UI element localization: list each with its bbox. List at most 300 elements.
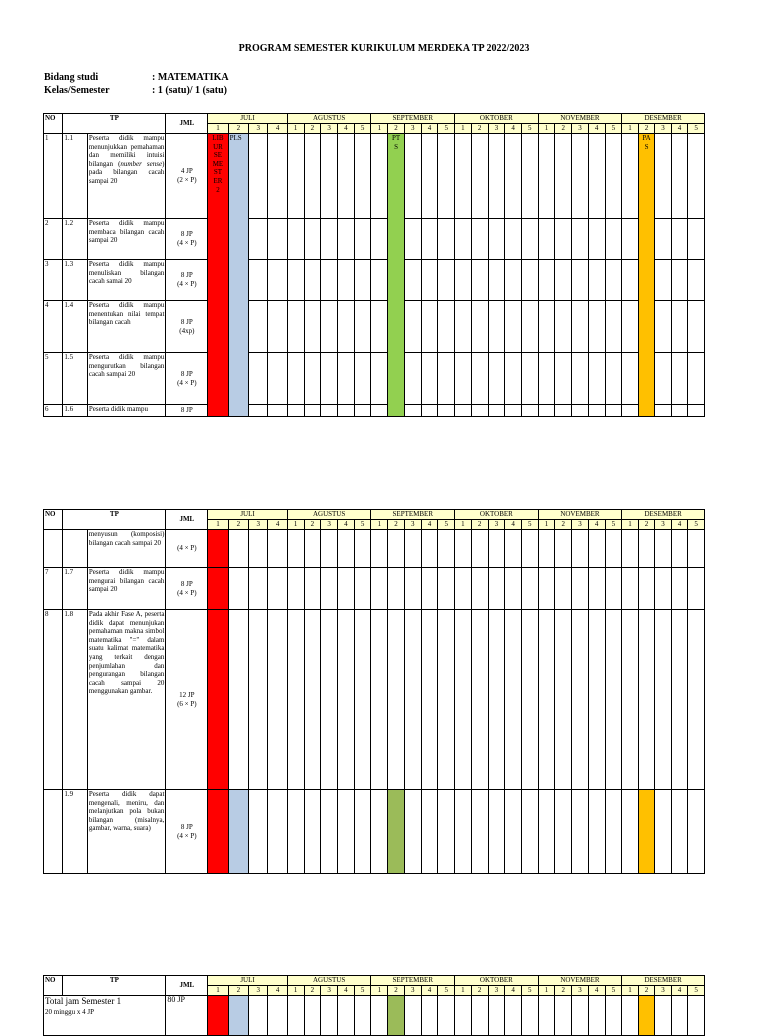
calendar-cell [471, 996, 488, 1036]
calendar-cell [572, 353, 589, 405]
tp-code: 1.3 [63, 260, 87, 301]
month-header: OKTOBER [455, 510, 539, 520]
week-header: 5 [521, 520, 538, 530]
week-header: 1 [538, 520, 555, 530]
week-header: 3 [488, 124, 505, 134]
meta-class-value: : 1 (satu)/ 1 (satu) [152, 85, 227, 96]
calendar-cell [228, 610, 248, 790]
calendar-cell [321, 530, 338, 568]
week-header: 2 [638, 520, 655, 530]
row-number: 5 [44, 353, 63, 405]
calendar-cell [538, 610, 555, 790]
calendar-cell [605, 996, 622, 1036]
calendar-cell [354, 568, 371, 610]
calendar-cell [488, 405, 505, 417]
jml-cell [166, 301, 208, 353]
tp-description: Peserta didik mampu menunjukkan pemahaman dan memiliki intuisi bilangan (number sense) pada bilangan cacah sampai 20 [87, 134, 166, 219]
jml-meetings: (4xp) [179, 326, 195, 335]
table-row [44, 260, 705, 301]
week-header: 3 [249, 986, 268, 996]
week-header: 5 [688, 520, 705, 530]
week-header: 5 [354, 520, 371, 530]
calendar-cell [605, 219, 622, 260]
calendar-cell [521, 134, 538, 219]
calendar-cell [555, 260, 572, 301]
week-header: 2 [228, 986, 248, 996]
calendar-cell [304, 530, 321, 568]
header-jml: JML [166, 114, 208, 134]
calendar-cell [321, 260, 338, 301]
calendar-cell [688, 790, 705, 874]
calendar-cell [455, 790, 472, 874]
calendar-cell [438, 610, 455, 790]
tp-description: Peserta didik mampu menuliskan bilangan cacah samai 20 [87, 260, 166, 301]
calendar-cell [438, 405, 455, 417]
week-header: 1 [455, 520, 472, 530]
meta-subject-value: : MATEMATIKA [152, 72, 229, 83]
week-header: 4 [505, 520, 522, 530]
month-header: DESEMBER [622, 510, 705, 520]
calendar-cell [655, 610, 672, 790]
calendar-cell [249, 260, 268, 301]
calendar-cell [521, 260, 538, 301]
calendar-cell [555, 568, 572, 610]
table-row [44, 530, 705, 568]
calendar-cell [404, 260, 421, 301]
calendar-cell [505, 301, 522, 353]
calendar-cell [488, 996, 505, 1036]
calendar-cell [588, 219, 605, 260]
calendar-cell [404, 610, 421, 790]
week-header: 2 [304, 520, 321, 530]
calendar-cell [505, 530, 522, 568]
jml-cell [166, 353, 208, 405]
calendar-cell [572, 134, 589, 219]
calendar-cell [655, 405, 672, 417]
tp-description: Peserta didik mampu mengurai bilangan cacah sampai 20 [87, 568, 166, 610]
calendar-cell [655, 790, 672, 874]
week-header: 1 [622, 520, 639, 530]
calendar-cell [471, 353, 488, 405]
tp-code: 1.4 [63, 301, 87, 353]
calendar-cell [688, 610, 705, 790]
calendar-cell [321, 568, 338, 610]
week-header: 5 [605, 520, 622, 530]
week-header: 4 [268, 520, 287, 530]
calendar-red: LIB UR SE ME ST ER 2 [208, 134, 228, 417]
table-row [44, 353, 705, 405]
week-header: 4 [337, 520, 354, 530]
calendar-cell [287, 260, 304, 301]
calendar-red [208, 568, 228, 610]
calendar-cell [421, 301, 438, 353]
header-row-months [44, 510, 705, 520]
calendar-cell [605, 530, 622, 568]
calendar-cell [538, 530, 555, 568]
calendar-cell [688, 405, 705, 417]
jml-hours: 8 JP [180, 317, 193, 326]
calendar-cell [404, 353, 421, 405]
calendar-cell [655, 353, 672, 405]
calendar-orange [638, 996, 655, 1036]
calendar-cell [268, 405, 287, 417]
calendar-cell [605, 790, 622, 874]
header-tp: TP [63, 510, 166, 530]
calendar-cell [268, 219, 287, 260]
calendar-cell [404, 530, 421, 568]
week-header: 1 [622, 986, 639, 996]
calendar-cell [354, 405, 371, 417]
calendar-cell [688, 301, 705, 353]
calendar-cell [455, 610, 472, 790]
calendar-cell [671, 530, 688, 568]
tp-description: Peserta didik dapat mengenali, meniru, dan melanjutkan pola bukan bilangan (misalnya, gambar, warna, suara) [87, 790, 166, 874]
calendar-cell [538, 790, 555, 874]
calendar-cell [655, 219, 672, 260]
calendar-cell [404, 568, 421, 610]
row-number: 2 [44, 219, 63, 260]
calendar-cell [287, 219, 304, 260]
week-header: 5 [605, 986, 622, 996]
jml-cell [166, 568, 208, 610]
week-header: 1 [538, 986, 555, 996]
calendar-cell [488, 301, 505, 353]
week-header: 3 [321, 124, 338, 134]
calendar-cell [421, 530, 438, 568]
calendar-cell [337, 301, 354, 353]
calendar-cell [371, 301, 388, 353]
calendar-cell [388, 568, 405, 610]
calendar-cell [404, 301, 421, 353]
calendar-cell [321, 301, 338, 353]
calendar-cell [588, 301, 605, 353]
calendar-cell [438, 996, 455, 1036]
calendar-cell [622, 610, 639, 790]
calendar-cell [421, 134, 438, 219]
calendar-cell [421, 260, 438, 301]
calendar-cell [438, 353, 455, 405]
calendar-cell [455, 353, 472, 405]
calendar-cell [638, 568, 655, 610]
calendar-cell [287, 134, 304, 219]
week-header: 2 [304, 124, 321, 134]
week-header: 1 [371, 986, 388, 996]
calendar-cell [688, 260, 705, 301]
jml-cell [166, 134, 208, 219]
week-header: 1 [371, 520, 388, 530]
calendar-cell [505, 260, 522, 301]
calendar-cell [588, 405, 605, 417]
week-header: 2 [228, 520, 248, 530]
week-header: 2 [555, 124, 572, 134]
calendar-cell [354, 260, 371, 301]
week-header: 5 [521, 124, 538, 134]
tp-description: Peserta didik mampu [87, 405, 166, 417]
calendar-cell [321, 996, 338, 1036]
calendar-cell [455, 134, 472, 219]
calendar-cell [371, 530, 388, 568]
calendar-cell [588, 134, 605, 219]
calendar-cell [521, 219, 538, 260]
month-header: SEPTEMBER [371, 114, 455, 124]
week-header: 1 [455, 124, 472, 134]
total-label: Total jam Semester 1 [45, 996, 122, 1006]
week-header: 1 [287, 520, 304, 530]
calendar-cell [671, 790, 688, 874]
week-header: 3 [655, 986, 672, 996]
calendar-cell [671, 301, 688, 353]
week-header: 1 [208, 520, 228, 530]
jml-meetings: (6 × P) [177, 699, 197, 708]
calendar-cell [555, 610, 572, 790]
calendar-cell [321, 610, 338, 790]
week-header: 1 [622, 124, 639, 134]
tp-code: 1.5 [63, 353, 87, 405]
calendar-cell [688, 219, 705, 260]
week-header: 4 [268, 986, 287, 996]
calendar-cell [438, 219, 455, 260]
calendar-cell [655, 301, 672, 353]
month-header: SEPTEMBER [371, 510, 455, 520]
calendar-cell [421, 353, 438, 405]
week-header: 4 [588, 520, 605, 530]
week-header: 1 [455, 986, 472, 996]
calendar-cell [555, 996, 572, 1036]
week-header: 2 [471, 520, 488, 530]
jml-meetings: (4 × P) [177, 239, 197, 247]
week-header: 2 [471, 986, 488, 996]
page-title: PROGRAM SEMESTER KURIKULUM MERDEKA TP 2022/2023 [238, 43, 530, 54]
week-header: 2 [638, 124, 655, 134]
calendar-cell [505, 353, 522, 405]
calendar-cell [588, 530, 605, 568]
jml-hours: 8 JP [180, 579, 193, 588]
calendar-cell [538, 353, 555, 405]
week-header: 4 [421, 520, 438, 530]
calendar-cell [455, 996, 472, 1036]
header-no: NO [44, 114, 63, 134]
calendar-cell [622, 260, 639, 301]
calendar-cell [304, 790, 321, 874]
calendar-cell [249, 530, 268, 568]
calendar-cell [268, 568, 287, 610]
calendar-cell [354, 530, 371, 568]
calendar-cell [354, 219, 371, 260]
calendar-cell [337, 610, 354, 790]
calendar-blue [228, 996, 248, 1036]
jml-hours: 12 JP [179, 690, 195, 699]
calendar-cell [249, 790, 268, 874]
jml-cell [166, 405, 208, 417]
calendar-cell [304, 301, 321, 353]
week-header: 5 [438, 986, 455, 996]
week-header: 3 [249, 520, 268, 530]
calendar-cell [268, 301, 287, 353]
week-header: 3 [488, 986, 505, 996]
week-header: 5 [688, 124, 705, 134]
calendar-cell [268, 353, 287, 405]
calendar-cell [622, 996, 639, 1036]
calendar-cell [404, 219, 421, 260]
total-sub-label: 20 minggu x 4 JP [45, 1008, 95, 1016]
calendar-cell [354, 790, 371, 874]
calendar-cell [538, 301, 555, 353]
week-header: 3 [404, 986, 421, 996]
calendar-cell [488, 353, 505, 405]
jml-meetings: (4 × P) [177, 280, 197, 288]
calendar-cell [287, 353, 304, 405]
calendar-cell [655, 996, 672, 1036]
week-header: 3 [321, 986, 338, 996]
month-header: DESEMBER [622, 976, 705, 986]
tp-code: 1.6 [63, 405, 87, 417]
calendar-cell [638, 610, 655, 790]
calendar-cell [605, 301, 622, 353]
calendar-cell [421, 790, 438, 874]
week-header: 1 [538, 124, 555, 134]
week-header: 1 [371, 124, 388, 134]
week-header: 1 [287, 986, 304, 996]
calendar-cell [488, 790, 505, 874]
week-header: 2 [304, 986, 321, 996]
calendar-cell [438, 568, 455, 610]
calendar-cell [455, 219, 472, 260]
calendar-cell [655, 530, 672, 568]
calendar-cell [321, 219, 338, 260]
calendar-cell [455, 301, 472, 353]
table-row [44, 610, 705, 790]
calendar-cell [268, 260, 287, 301]
row-number: 3 [44, 260, 63, 301]
calendar-cell [404, 134, 421, 219]
calendar-cell [505, 219, 522, 260]
calendar-cell [337, 260, 354, 301]
calendar-cell [488, 134, 505, 219]
calendar-cell [404, 790, 421, 874]
meta-subject-label: Bidang studi [44, 72, 99, 83]
calendar-cell [421, 996, 438, 1036]
jml-hours: (4 × P) [177, 544, 197, 553]
calendar-cell [471, 219, 488, 260]
calendar-cell [488, 610, 505, 790]
calendar-cell [287, 301, 304, 353]
week-header: 3 [488, 520, 505, 530]
month-header: JULI [208, 510, 288, 520]
row-number: 1 [44, 134, 63, 219]
calendar-green2 [388, 790, 405, 874]
schedule-table-3 [43, 975, 705, 1036]
calendar-cell [588, 260, 605, 301]
calendar-cell [688, 996, 705, 1036]
calendar-cell [488, 219, 505, 260]
calendar-cell [555, 530, 572, 568]
calendar-cell [455, 530, 472, 568]
row-number: 7 [44, 568, 63, 610]
total-row [44, 996, 705, 1036]
calendar-cell [572, 530, 589, 568]
tp-code: 1.1 [63, 134, 87, 219]
calendar-cell [388, 610, 405, 790]
header-tp: TP [63, 976, 166, 996]
jml-cell [166, 790, 208, 874]
week-header: 3 [572, 124, 589, 134]
jml-meetings: (4 × P) [177, 831, 197, 840]
calendar-cell [321, 405, 338, 417]
calendar-cell [655, 260, 672, 301]
calendar-cell [622, 790, 639, 874]
calendar-cell [605, 353, 622, 405]
calendar-cell [555, 219, 572, 260]
calendar-cell [588, 790, 605, 874]
tp-description: Peserta didik mampu membaca bilangan cacah sampai 20 [87, 219, 166, 260]
week-header: 4 [421, 986, 438, 996]
calendar-cell [321, 790, 338, 874]
calendar-cell [438, 790, 455, 874]
schedule-table-2 [43, 509, 705, 874]
calendar-cell [287, 405, 304, 417]
jml-cell [166, 260, 208, 301]
calendar-orange: PA S [638, 134, 655, 417]
calendar-cell [605, 134, 622, 219]
month-header: AGUSTUS [287, 510, 371, 520]
calendar-cell [471, 568, 488, 610]
calendar-cell [538, 260, 555, 301]
week-header: 5 [605, 124, 622, 134]
calendar-cell [605, 610, 622, 790]
calendar-cell [588, 353, 605, 405]
row-number: 8 [44, 610, 63, 790]
calendar-cell [572, 301, 589, 353]
week-header: 4 [588, 986, 605, 996]
calendar-cell [671, 353, 688, 405]
calendar-blue [228, 790, 248, 874]
calendar-cell [354, 301, 371, 353]
calendar-cell [538, 405, 555, 417]
calendar-cell [555, 353, 572, 405]
calendar-cell [588, 996, 605, 1036]
jml-meetings: (2 × P) [177, 176, 197, 184]
tp-description: Peserta didik mampu mengurutkan bilangan cacah sampai 20 [87, 353, 166, 405]
calendar-cell [521, 790, 538, 874]
calendar-cell [438, 134, 455, 219]
header-row-months [44, 114, 705, 124]
calendar-cell [354, 353, 371, 405]
row-number [44, 790, 63, 874]
week-header: 3 [572, 520, 589, 530]
month-header: AGUSTUS [287, 976, 371, 986]
calendar-cell [521, 301, 538, 353]
calendar-red [208, 790, 228, 874]
calendar-cell [371, 568, 388, 610]
calendar-cell [521, 353, 538, 405]
jml-meetings: (4 × P) [177, 588, 197, 597]
calendar-cell [268, 530, 287, 568]
calendar-cell [572, 260, 589, 301]
week-header: 2 [471, 124, 488, 134]
calendar-cell [337, 219, 354, 260]
week-header: 4 [337, 986, 354, 996]
calendar-cell [671, 260, 688, 301]
calendar-green: PT S [388, 134, 405, 417]
calendar-cell [688, 353, 705, 405]
row-number [44, 530, 63, 568]
calendar-orange [638, 790, 655, 874]
calendar-cell [671, 405, 688, 417]
week-header: 4 [671, 986, 688, 996]
calendar-cell [249, 568, 268, 610]
calendar-cell [505, 790, 522, 874]
tp-code: 1.2 [63, 219, 87, 260]
